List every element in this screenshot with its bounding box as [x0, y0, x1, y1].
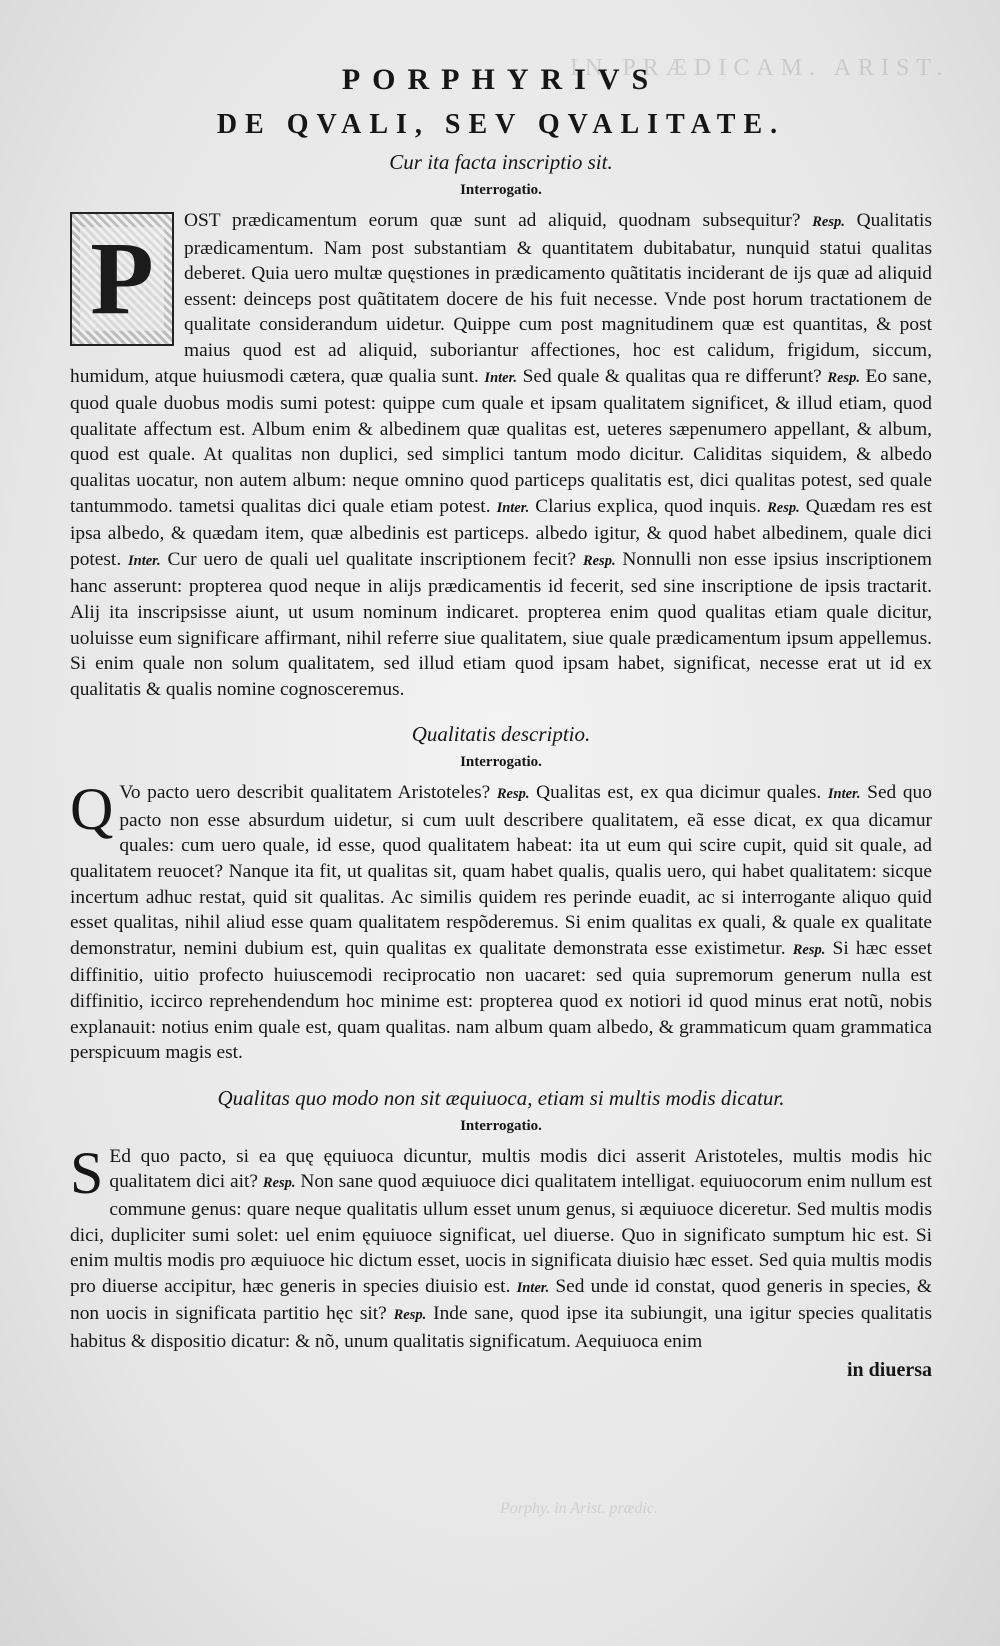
inter-marker: Inter. — [516, 1279, 550, 1296]
page-title: DE QVALI, SEV QVALITATE. — [216, 109, 786, 140]
section-heading-3: Qualitas quo modo non sit æquiuoca, etiam si multis modis dicatur. — [217, 1085, 785, 1110]
running-head: PORPHYRIVS — [341, 63, 661, 96]
paragraph-3: S Ed quo pacto, si ea quę ęquiuoca dicuntur, multis modis dici asserit Aristoteles, multis modis hic qualitatem dici ait? Resp. Non sane quod æquiuoce dici qualitatem intelligat. equiuocorum enim nullum est commune genus: quare neque qualitatis ullum esset unum genus, si æquiuoce diceretur. Sed multis modis dici, dupliciter sumi solet: uel enim ęquiuoce significat, uel diuerse. Quo in significato sumptum hic est. Si enim multis modis pro æquiuoce hic dictum esset, uocis in significata diuisio hæc esset. Sed quia multis modis pro diuerse accipitur, hæc generis in species diuisio est. Inter. Sed unde id constat, quod generis in species, & non uocis in significata partitio hęc sit? Resp. Inde sane, quod ipse ita subiungit, una igitur species qualitatis habitus & dispositio dicatur: & nõ, unum qualitatis significatum. Aequiuoca enim — [70, 1139, 933, 1352]
bleed-through-text: IN PRÆDICAM. ARIST. — [570, 55, 950, 81]
inter-marker: Inter. — [827, 786, 861, 803]
initial-letter: Q — [70, 776, 114, 843]
resp-marker: Resp. — [393, 1307, 427, 1324]
section-heading-2: Qualitatis descriptio. — [411, 722, 591, 747]
bleed-through-footer: Porphy. in Arist. prædic. — [500, 1500, 658, 1517]
inter-marker: Inter. — [496, 499, 530, 516]
catchword: in diuersa — [846, 1358, 932, 1381]
ornamental-dropcap: P — [70, 212, 174, 346]
interrogatio-label-2: Interrogatio. — [460, 754, 542, 771]
resp-marker: Resp. — [767, 499, 800, 516]
initial-letter: S — [70, 1139, 104, 1206]
paragraph-2: Q Vo pacto uero describit qualitatem Aristoteles? Resp. Qualitas est, ex qua dicimur quales. Inter. Sed quo pacto non esse absurdum uidetur, si cum uult describere qualitatem, eã esse dicat, ex qua dicamur quales: cum uero quale, id esse, quod qualitatem habeat: ita ut eum qui scire cupit, quid sit quale, ad qualitatem reuocet? Nanque ita fit, ut qualitas sit, quam habet qualis, qualis uero, qui habet qualitatem: sicque incertum adhuc restat, quid sit qualitas. Ac similis quidem res perinde euadit, ac si interrogante aliquo quid esset qualitas, nihil aliud esse quam qualitatem respõderemus. Si enim qualitas ex quali, & quale ex qualitate demonstratur, nemini dubium est, quin qualitas ex qualitate demonstrata esse existimetur. Resp. Si hæc esset diffinitio, uitio profecto huiuscemodi reciprocatio non uacaret: sed quia supremorum generum nulla est diffinitio, iccirco reprehendendum hoc minime est: propterea quod ex notiori id quod minus erat notũ, nobis explanauit: notius enim quale est, quam qualitas. nam album quam albedo, & grammaticum quam grammatica perspicuum magis est. — [70, 776, 932, 1064]
inter-marker: Inter. — [484, 369, 518, 386]
page-content — [70, 62, 932, 1382]
resp-marker: Resp. — [812, 214, 845, 230]
resp-marker: Resp. — [582, 552, 616, 569]
section-heading-1: Cur ita facta inscriptio sit. — [389, 150, 613, 174]
resp-marker: Resp. — [262, 1175, 296, 1192]
inter-marker: Inter. — [128, 552, 161, 569]
interrogatio-label-1: Interrogatio. — [460, 182, 542, 198]
resp-marker: Resp. — [792, 941, 826, 958]
paragraph-1: P OST prædicamentum eorum quæ sunt ad aliquid, quodnam subsequitur? Resp. Qualitatis prædicamentum. Nam post substantiam & quantitatem dubitabatur, nunquid statui qualitas deberet. Quia uero multæ quęstiones in prædicamento quãtitatis inciderant de ijs quæ ad aliquid essent: deinceps post quãtitatem docere de his fuit necesse. Vnde post horum tractationem de qualitate considerandum uidetur. Quippe cum post magnitudinem quæ est quantitas, & post maius quod est ad aliquid, suboriantur affectiones, hoc est calidum, frigidum, siccum, humidum, atque huiusmodi cætera, quæ qualia sunt. Inter. Sed quale & qualitas qua re differunt? Resp. Eo sane, quod quale duobus modis sumi potest: quippe cum quale et ipsam qualitatem significet, & illud etiam, quod qualitate affectum est. Album enim & albedinem quæ qualitas est, ueteres sæpenumero appellant, & album, quod est quale. At qualitas non duplici, sed simplici tantum modo dicitur. Caliditas siquidem, & albedo qualitas uocatur, non autem album: neque omnino quod particeps qualitatis est, dici qualitas potest, sed quale tantummodo. tametsi qualitas dici quale etiam potest. Inter. Clarius explica, quod inquis. Resp. Quædam res est ipsa albedo, & quædam item, quæ albedinis est particeps. albedo igitur, & quod habet albedinem, quale dici potest. Inter. Cur uero de quali uel qualitate inscriptionem fecit? Resp. Nonnulli non esse ipsius inscriptionem hanc asserunt: propterea quod neque in alijs prædicamentis id fecerit, sed sine inscriptione de ipsis tractarit. Alij ita inscripsisse aiunt, ut usum nominum indicaret. propterea enim quod qualitas etiam quale dicitur, uoluisse eum significare affirmant, nihil referre siue qualitatem, siue quale prædicamentum ipsum appellemus. Si enim quale non solum qualitatem, sed illud etiam quod ipsam habet, significat, necesse erat ut id ex qualitatis & qualis nomine cognosceremus. — [70, 210, 932, 700]
resp-marker: Resp. — [827, 369, 860, 386]
resp-marker: Resp. — [496, 786, 530, 803]
interrogatio-label-3: Interrogatio. — [460, 1117, 542, 1134]
